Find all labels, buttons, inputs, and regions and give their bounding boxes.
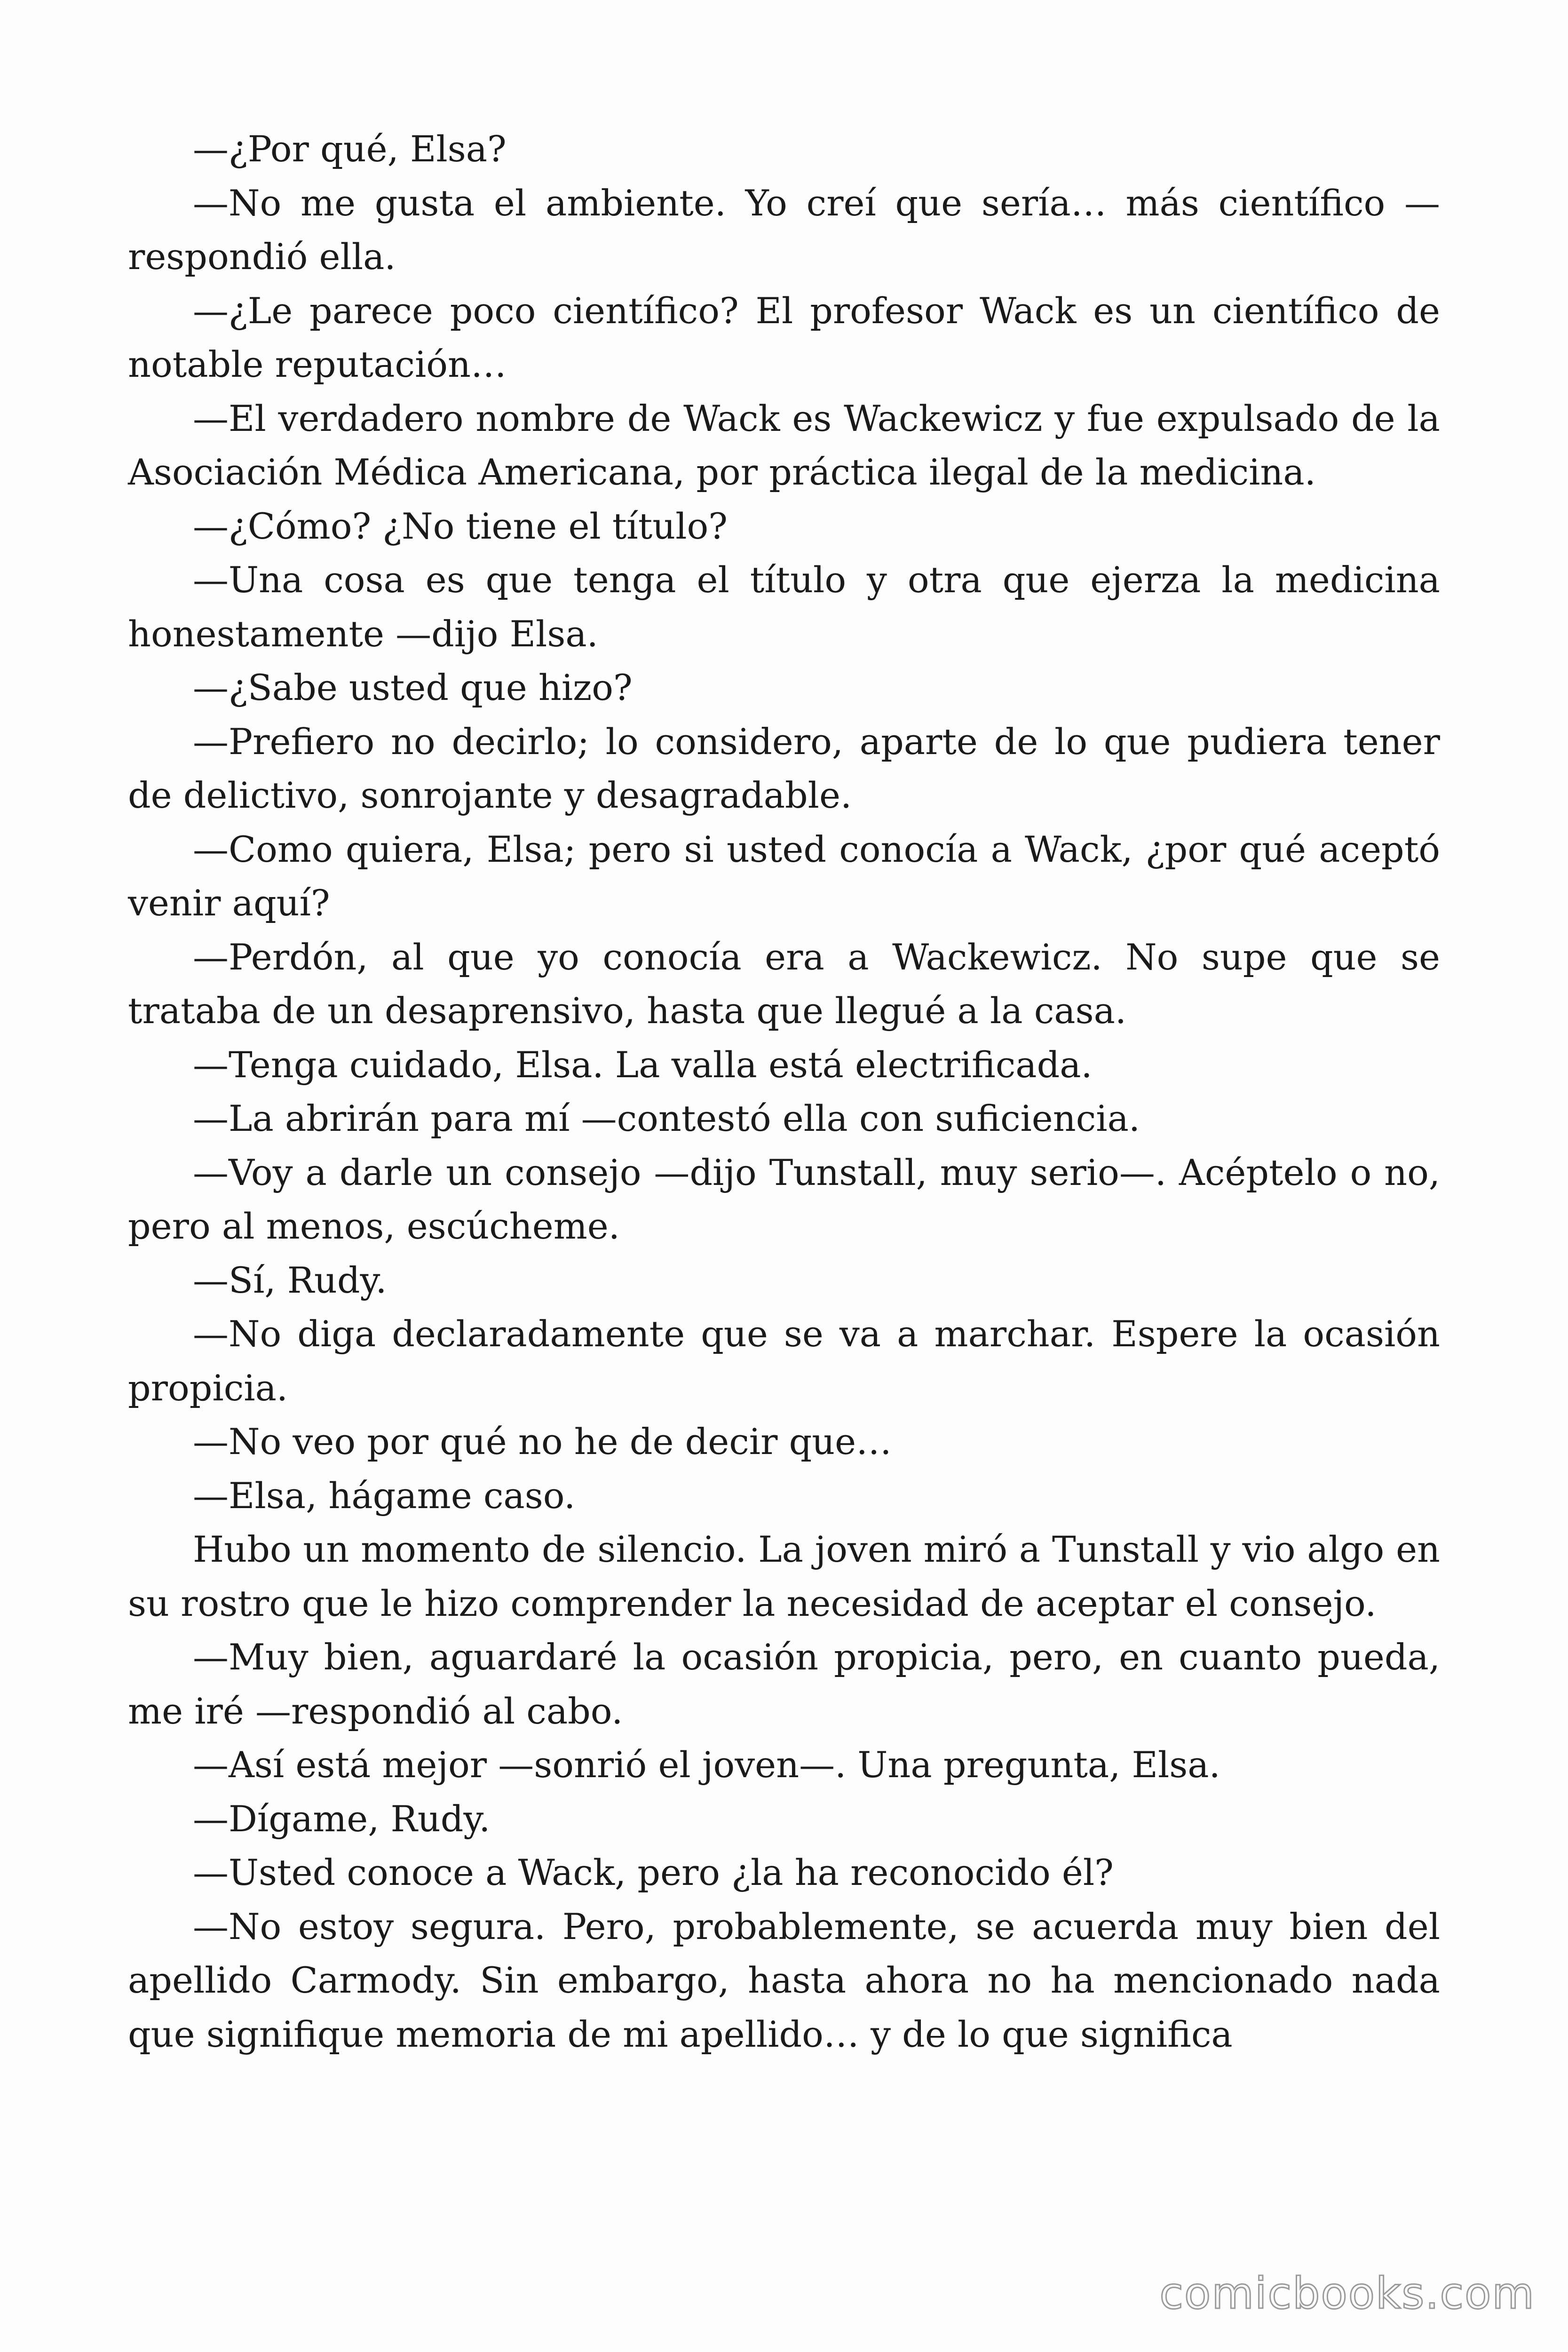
paragraph: —Como quiera, Elsa; pero si usted conocía a Wack, ¿por qué aceptó venir aquí?	[128, 828, 1440, 924]
paragraph: —Muy bien, aguardaré la ocasión propicia, pero, en cuanto pueda, me iré —respondió al cabo.	[128, 1636, 1440, 1732]
paragraph: —¿Le parece poco científico? El profesor Wack es un científico de notable reputación…	[128, 289, 1440, 385]
paragraph: —Así está mejor —sonrió el joven—. Una pregunta, Elsa.	[193, 1744, 1220, 1786]
paragraph: —Prefiero no decirlo; lo considero, aparte de lo que pudiera tener de delictivo, sonrojante y desagradable.	[128, 720, 1440, 816]
paragraph: —Perdón, al que yo conocía era a Wackewicz. No supe que se trataba de un desaprensivo, hasta que llegué a la casa.	[128, 936, 1440, 1032]
paragraph: —¿Por qué, Elsa?	[193, 128, 507, 170]
paragraph: —No estoy segura. Pero, probablemente, se acuerda muy bien del apellido Carmody. Sin embargo, hasta ahora no ha mencionado nada que signifique memoria de mi apellido… y de lo que significa	[128, 1905, 1440, 2055]
paragraph: —Sí, Rudy.	[193, 1259, 387, 1301]
paragraph: —Una cosa es que tenga el título y otra que ejerza la medicina honestamente —dijo Elsa.	[128, 559, 1440, 655]
paragraph: —Elsa, hágame caso.	[193, 1474, 576, 1517]
paragraph: —El verdadero nombre de Wack es Wackewicz y fue expulsado de la Asociación Médica Americana, por práctica ilegal de la medicina.	[128, 397, 1440, 493]
paragraph: —¿Cómo? ¿No tiene el título?	[193, 505, 728, 547]
paragraph: —Tenga cuidado, Elsa. La valla está electrificada.	[193, 1043, 1093, 1086]
page-body-text	[128, 122, 1440, 2061]
watermark-text: comicbooks.com	[1159, 2268, 1535, 2319]
paragraph: —No me gusta el ambiente. Yo creí que sería… más científico —respondió ella.	[128, 182, 1440, 278]
paragraph: —Voy a darle un consejo —dijo Tunstall, muy serio—. Acéptelo o no, pero al menos, escúcheme.	[128, 1151, 1440, 1247]
paragraph: —No diga declaradamente que se va a marchar. Espere la ocasión propicia.	[128, 1313, 1440, 1409]
paragraph: —No veo por qué no he de decir que…	[193, 1421, 892, 1462]
paragraph: —Dígame, Rudy.	[193, 1797, 491, 1840]
paragraph: Hubo un momento de silencio. La joven miró a Tunstall y vio algo en su rostro que le hizo comprender la necesidad de aceptar el consejo.	[128, 1528, 1440, 1624]
paragraph: —La abrirán para mí —contestó ella con suficiencia.	[193, 1097, 1140, 1139]
paragraph: —Usted conoce a Wack, pero ¿la ha reconocido él?	[193, 1851, 1114, 1893]
paragraph: —¿Sabe usted que hizo?	[193, 667, 633, 708]
